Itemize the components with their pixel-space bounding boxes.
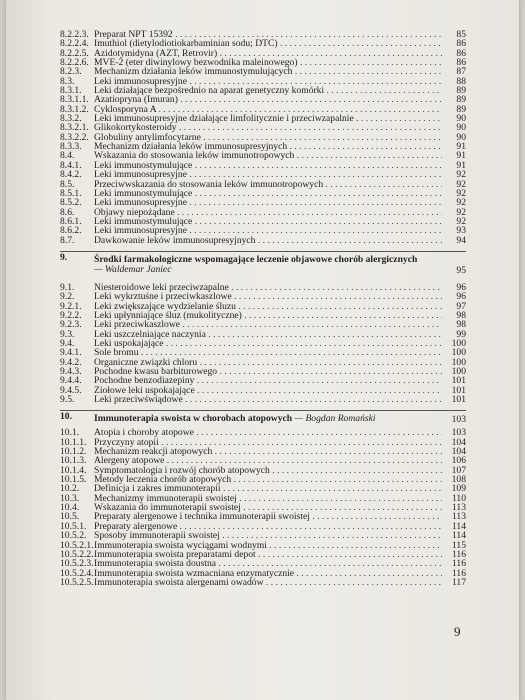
entry-title: Mechanizm działania leków immunosupresyjnych . . . xyxy=(94,142,442,151)
entry-number: 8.4.2. xyxy=(60,169,82,181)
entry-title: Przeciwwskazania do stosowania leków immunotropowych . . . xyxy=(94,180,442,189)
page-number: 9 xyxy=(454,624,461,639)
entry-title: Sposoby immunoterapii swoistej . . . xyxy=(94,531,442,540)
entry-page: 110 xyxy=(451,492,466,504)
toc-entry xyxy=(60,39,466,48)
entry-number: 8.6.2. xyxy=(60,225,82,237)
entry-page: 91 xyxy=(456,150,466,162)
toc-entry xyxy=(60,236,466,245)
entry-page: 101 xyxy=(451,394,466,406)
entry-title: MVE-2 (eter diwinylowy bezwodnika maleinowego) . . . xyxy=(94,58,442,67)
entry-number: 8.2.2.3. xyxy=(60,29,89,40)
toc-entry xyxy=(60,151,466,160)
entry-title: Przyczyny atopii . . . xyxy=(94,438,442,447)
entry-number: 10.1.4. xyxy=(60,464,87,476)
entry-page: 90 xyxy=(456,131,466,143)
entry-number: 9.4.5. xyxy=(60,384,82,396)
toc-entry xyxy=(60,395,466,404)
toc-entry xyxy=(60,95,466,104)
entry-number: 8.5. xyxy=(60,178,75,190)
entry-page: 89 xyxy=(456,94,466,106)
toc-entry xyxy=(60,161,466,170)
entry-title: Azidotymidyna (AZT, Retrovir) . . . xyxy=(94,49,442,58)
toc-entry xyxy=(60,376,466,385)
toc-entry xyxy=(60,292,466,301)
entry-page: 103 xyxy=(451,427,466,439)
entry-title: Preparaty alergenowe . . . xyxy=(94,522,442,531)
toc-entry xyxy=(60,522,466,531)
chapter-page: 95 xyxy=(456,264,466,276)
entry-title: Immunoterapia swoista wzmacniana enzymatycznie . . . xyxy=(94,569,442,578)
entry-title: Sole bromu . . . xyxy=(94,348,442,357)
entry-title: Immunoterapia swoista preparatami depot . . . xyxy=(94,550,442,559)
entry-page: 91 xyxy=(456,141,466,153)
toc-entry xyxy=(60,348,466,357)
entry-title: Wskazania do immunoterapii swoistej . . . xyxy=(94,503,442,512)
entry-page: 98 xyxy=(456,319,466,331)
entry-page: 96 xyxy=(456,281,466,293)
entry-number: 8.2.3. xyxy=(60,66,82,78)
entry-number: 9.3. xyxy=(60,328,75,340)
entry-page: 101 xyxy=(451,375,466,387)
entry-page: 100 xyxy=(451,337,466,349)
entry-page: 100 xyxy=(451,347,466,359)
entry-page: 99 xyxy=(456,328,466,340)
entry-page: 92 xyxy=(456,187,466,199)
entry-page: 90 xyxy=(456,122,466,134)
entry-number: 8.3.1.2. xyxy=(60,103,89,115)
entry-page: 106 xyxy=(451,455,466,467)
toc-entry xyxy=(60,208,466,217)
entry-title: Leki działające bezpośrednio na aparat genetyczny komórki . . . xyxy=(94,86,442,95)
entry-number: 8.5.1. xyxy=(60,187,82,199)
entry-page: 114 xyxy=(451,520,466,532)
toc-entry xyxy=(60,550,466,559)
entry-page: 97 xyxy=(456,300,466,312)
entry-page: 115 xyxy=(451,539,466,551)
entry-number: 10.1.3. xyxy=(60,455,87,467)
entry-page: 117 xyxy=(451,576,466,588)
entry-page: 107 xyxy=(451,464,466,476)
entry-page: 114 xyxy=(451,530,466,542)
entry-number: 8.2.2.6. xyxy=(60,57,89,69)
entry-page: 92 xyxy=(456,169,466,181)
toc-section-8 xyxy=(60,30,466,245)
entry-page: 88 xyxy=(456,75,466,87)
entry-number: 8.6.1. xyxy=(60,215,82,227)
entry-title: Preparaty alergenowe i technika immunoterapii swoistej . . . xyxy=(94,512,442,521)
toc-entry xyxy=(60,170,466,179)
entry-page: 116 xyxy=(451,567,466,579)
entry-number: 8.3.1.1. xyxy=(60,94,89,106)
entry-title: Preparat NPT 15392 . . . xyxy=(94,30,442,39)
entry-title: Leki immunosupresyjne . . . xyxy=(94,198,442,207)
entry-number: 8.3.2.1. xyxy=(60,122,89,134)
chapter-heading-10 xyxy=(60,410,466,428)
entry-number: 9.1. xyxy=(60,281,75,293)
entry-number: 10.1.2. xyxy=(60,446,87,458)
entry-number: 10.1.5. xyxy=(60,474,87,486)
toc-entry xyxy=(60,438,466,447)
entry-number: 8.4. xyxy=(60,150,75,162)
entry-title: Wskazania do stosowania leków immunotropowych . . . xyxy=(94,151,442,160)
toc-entry xyxy=(60,503,466,512)
entry-page: 104 xyxy=(451,436,466,448)
entry-title: Symptomatologia i rozwój chorób atopowych . . . xyxy=(94,466,442,475)
toc-entry xyxy=(60,541,466,550)
entry-title: Mechanizm działania leków immunostymulujących . . . xyxy=(94,67,442,76)
toc-entry xyxy=(60,58,466,67)
entry-number: 9.4.2. xyxy=(60,356,82,368)
entry-number: 10.5.1. xyxy=(60,520,87,532)
toc-entry xyxy=(60,105,466,114)
chapter-page: 103 xyxy=(451,414,466,426)
toc-entry xyxy=(60,142,466,151)
entry-page: 108 xyxy=(451,474,466,486)
entry-page: 94 xyxy=(456,234,466,246)
chapter-author: — Waldemar Janiec xyxy=(94,263,172,275)
chapter-title: Immunoterapia swoista w chorobach atopowych xyxy=(94,413,293,425)
toc-entry xyxy=(60,67,466,76)
entry-page: 92 xyxy=(456,197,466,209)
entry-title: Mechanizmy immunoterapii swoistej . . . xyxy=(94,494,442,503)
toc-entry xyxy=(60,180,466,189)
entry-title: Globuliny antylimfocytarne . . . xyxy=(94,133,442,142)
entry-number: 9.5. xyxy=(60,394,75,406)
entry-number: 10.5. xyxy=(60,511,80,523)
entry-number: 9.2.2. xyxy=(60,309,82,321)
entry-number: 8.4.1. xyxy=(60,159,82,171)
entry-title: Pochodne benzodiazepiny . . . xyxy=(94,376,442,385)
toc-entry xyxy=(60,339,466,348)
entry-title: Leki wykrztuśne i przeciwkaszlowe . . . xyxy=(94,292,442,301)
entry-title: Leki przeciwświądowe . . . xyxy=(94,395,442,404)
toc-entry xyxy=(60,428,466,437)
entry-page: 101 xyxy=(451,384,466,396)
toc-entry xyxy=(60,302,466,311)
entry-title: Azatiopryna (Imuran) . . . xyxy=(94,95,442,104)
entry-title: Imuthiol (dietylodiotiokarbaminian sodu; DTC) . . . xyxy=(94,39,442,48)
entry-title: Ziołowe leki uspokajające . . . xyxy=(94,386,442,395)
entry-title: Leki immunosupresyjne . . . xyxy=(94,226,442,235)
toc-entry xyxy=(60,512,466,521)
entry-title: Leki przeciwkaszlowe . . . xyxy=(94,320,442,329)
entry-page: 91 xyxy=(456,159,466,171)
entry-title: Immunoterapia swoista wyciągami wodnymi . . . xyxy=(94,541,442,550)
entry-page: 116 xyxy=(451,548,466,560)
entry-number: 10.4. xyxy=(60,502,80,514)
toc-entry xyxy=(60,114,466,123)
toc-section-9 xyxy=(60,283,466,404)
entry-page: 86 xyxy=(456,57,466,69)
entry-number: 8.3. xyxy=(60,75,75,87)
entry-number: 10.5.2.1. xyxy=(60,539,94,551)
entry-title: Leki immunosupresyjne . . . xyxy=(94,170,442,179)
entry-number: 9.2.1. xyxy=(60,300,82,312)
entry-number: 10.2. xyxy=(60,483,80,495)
entry-title: Metody leczenia chorób atopowych . . . xyxy=(94,475,442,484)
book-page xyxy=(6,0,519,700)
entry-number: 10.1.1. xyxy=(60,436,87,448)
entry-title: Mechanizm reakcji atopowych . . . xyxy=(94,447,442,456)
toc-entry xyxy=(60,466,466,475)
entry-number: 8.3.2. xyxy=(60,113,82,125)
entry-number: 8.5.2. xyxy=(60,197,82,209)
toc-entry xyxy=(60,198,466,207)
toc-entry xyxy=(60,86,466,95)
toc-entry xyxy=(60,386,466,395)
toc-entry xyxy=(60,358,466,367)
toc-entry xyxy=(60,494,466,503)
toc-entry xyxy=(60,484,466,493)
entry-page: 92 xyxy=(456,206,466,218)
toc-entry xyxy=(60,531,466,540)
toc-entry xyxy=(60,475,466,484)
table-of-contents xyxy=(60,30,466,587)
toc-entry xyxy=(60,123,466,132)
entry-page: 116 xyxy=(451,558,466,570)
toc-entry xyxy=(60,77,466,86)
entry-number: 10.3. xyxy=(60,492,80,504)
toc-entry xyxy=(60,578,466,587)
entry-number: 9.4. xyxy=(60,337,75,349)
entry-page: 85 xyxy=(456,29,466,40)
entry-title: Leki upłynniające śluz (mukolityczne) . . . xyxy=(94,311,442,320)
toc-entry xyxy=(60,320,466,329)
toc-entry xyxy=(60,559,466,568)
entry-page: 100 xyxy=(451,356,466,368)
entry-number: 8.2.2.5. xyxy=(60,47,89,59)
entry-title: Leki uszczelniające naczynia . . . xyxy=(94,330,442,339)
toc-entry xyxy=(60,226,466,235)
entry-title: Dawkowanie leków immunosupresyjnych . . . xyxy=(94,236,442,245)
entry-title: Objawy niepożądane . . . xyxy=(94,208,442,217)
entry-title: Immunoterapia swoista doustna . . . xyxy=(94,559,442,568)
entry-page: 113 xyxy=(451,511,466,523)
toc-entry xyxy=(60,189,466,198)
toc-entry xyxy=(60,283,466,292)
entry-page: 90 xyxy=(456,113,466,125)
entry-page: 98 xyxy=(456,309,466,321)
entry-title: Cyklosporyna A . . . xyxy=(94,105,442,114)
entry-page: 89 xyxy=(456,103,466,115)
toc-entry xyxy=(60,569,466,578)
entry-title: Leki immunosupresyjne działające limfolitycznie i przeciwzapalnie . . . xyxy=(94,114,442,123)
chapter-number: 9. xyxy=(60,251,68,263)
entry-number: 9.4.1. xyxy=(60,347,82,359)
entry-page: 87 xyxy=(456,66,466,78)
entry-number: 10.5.2.5. xyxy=(60,576,94,588)
entry-page: 86 xyxy=(456,38,466,50)
entry-page: 100 xyxy=(451,366,466,377)
toc-entry xyxy=(60,133,466,142)
entry-number: 9.4.3. xyxy=(60,366,82,377)
entry-title: Immunoterapia swoista alergenami owadów . . . xyxy=(94,578,442,587)
entry-title: Leki immunostymulujące . . . xyxy=(94,217,442,226)
entry-title: Leki immunostymulujące . . . xyxy=(94,189,442,198)
chapter-author: — Bogdan Romański xyxy=(294,413,376,425)
entry-title: Organiczne związki chloru . . . xyxy=(94,358,442,367)
entry-page: 104 xyxy=(451,446,466,458)
entry-page: 92 xyxy=(456,215,466,227)
entry-number: 10.1. xyxy=(60,427,80,439)
entry-page: 109 xyxy=(451,483,466,495)
toc-entry xyxy=(60,311,466,320)
entry-number: 9.4.4. xyxy=(60,375,82,387)
chapter-title: Środki farmakologiczne wspomagające leczenie objawowe chorób alergicznych xyxy=(94,253,418,265)
toc-entry xyxy=(60,49,466,58)
toc-entry xyxy=(60,217,466,226)
entry-number: 10.5.2.2. xyxy=(60,548,94,560)
toc-entry xyxy=(60,447,466,456)
entry-title: Niesteroidowe leki przeciwzapalne . . . xyxy=(94,283,442,292)
entry-number: 8.6. xyxy=(60,206,75,218)
entry-title: Pochodne kwasu barbiturowego . . . xyxy=(94,367,442,376)
entry-number: 9.2.3. xyxy=(60,319,82,331)
entry-page: 113 xyxy=(451,502,466,514)
entry-title: Atopia i choroby atopowe . . . xyxy=(94,428,442,437)
entry-title: Definicja i zakres immunoterapii . . . xyxy=(94,484,442,493)
entry-title: Leki immunostymulujące . . . xyxy=(94,161,442,170)
entry-number: 8.2.2.4. xyxy=(60,38,89,50)
entry-number: 8.3.2.2. xyxy=(60,131,89,143)
entry-number: 10.5.2. xyxy=(60,530,87,542)
toc-entry xyxy=(60,367,466,376)
entry-page: 93 xyxy=(456,225,466,237)
chapter-heading-9 xyxy=(60,251,466,277)
entry-page: 89 xyxy=(456,85,466,97)
entry-page: 96 xyxy=(456,291,466,303)
entry-page: 92 xyxy=(456,178,466,190)
entry-number: 8.3.1. xyxy=(60,85,82,97)
toc-entry xyxy=(60,456,466,465)
toc-entry xyxy=(60,30,466,39)
chapter-number: 10. xyxy=(60,411,72,423)
entry-number: 8.7. xyxy=(60,234,75,246)
entry-title: Glikokortykosteroidy . . . xyxy=(94,123,442,132)
entry-number: 8.3.3. xyxy=(60,141,82,153)
entry-title: Leki immunosupresyjne . . . xyxy=(94,77,442,86)
entry-page: 86 xyxy=(456,47,466,59)
entry-title: Leki zwiększające wydzielanie śluzu . . . xyxy=(94,302,442,311)
toc-entry xyxy=(60,330,466,339)
entry-number: 10.5.2.3. xyxy=(60,558,94,570)
entry-number: 9.2. xyxy=(60,291,75,303)
entry-title: Alergeny atopowe . . . xyxy=(94,456,442,465)
entry-number: 10.5.2.4. xyxy=(60,567,94,579)
toc-section-10 xyxy=(60,428,466,587)
entry-title: Leki uspokajające . . . xyxy=(94,339,442,348)
